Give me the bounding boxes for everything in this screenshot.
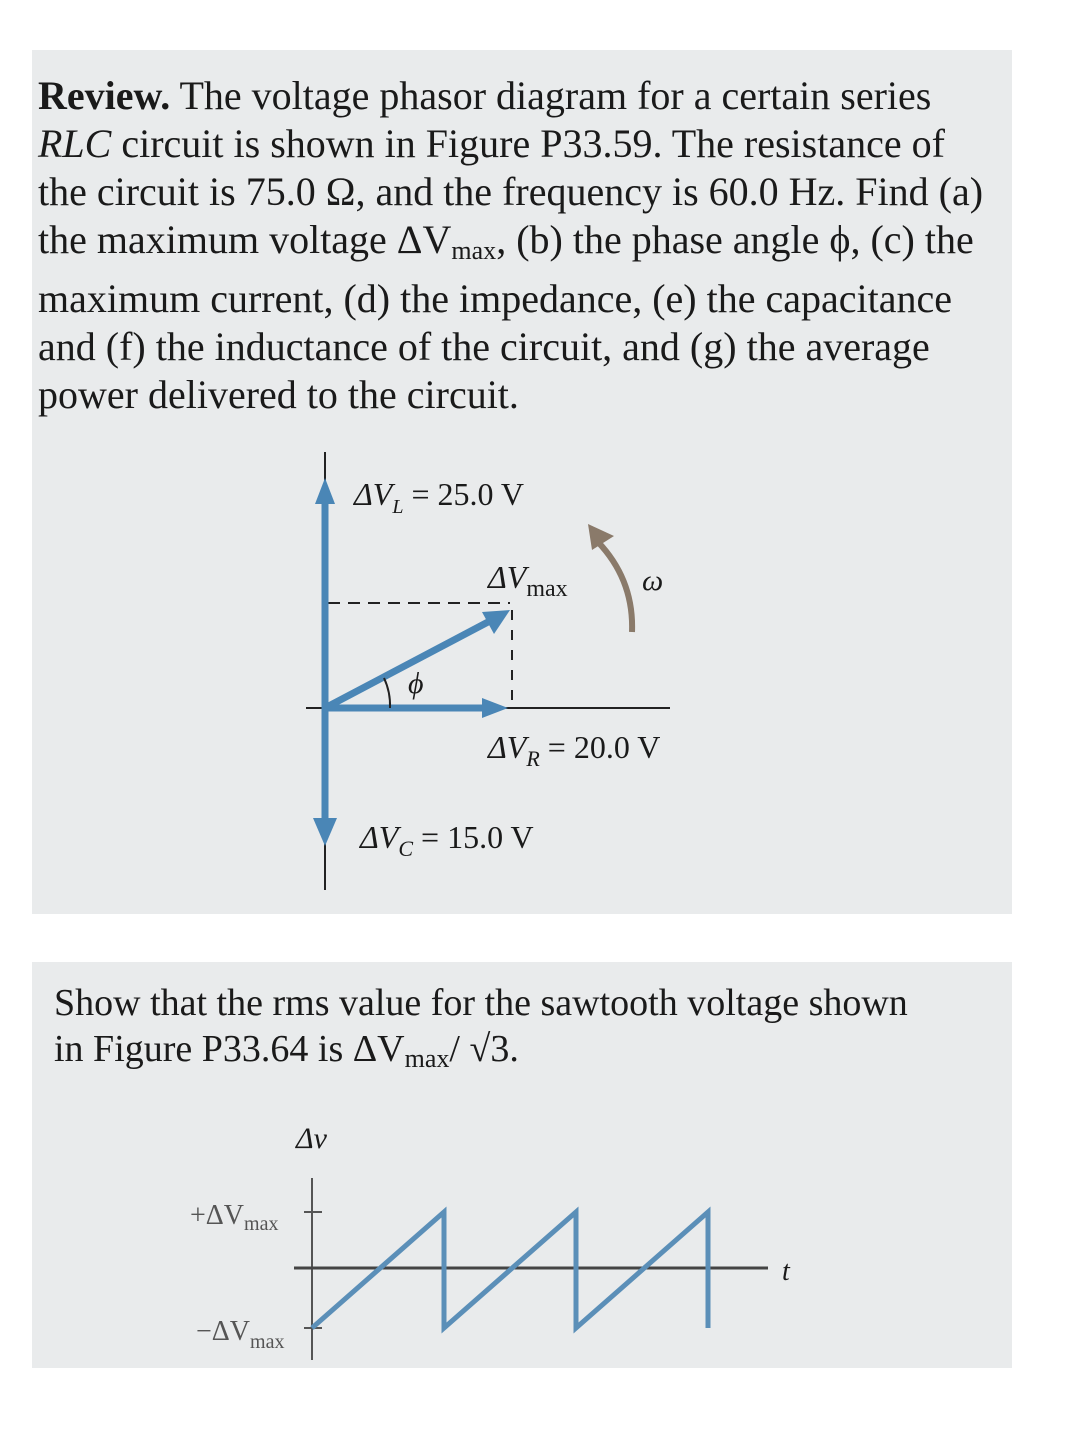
vmax-label: $\Delta V_{max}$ [488, 559, 568, 602]
problem2-line1: Show that the rms value for the sawtooth voltage shown [54, 982, 908, 1024]
vl-arrowhead [315, 478, 335, 504]
problem2-line2: in Figure P33.64 is ΔV [54, 1028, 405, 1070]
vl-label: $\Delta V_L = 25.0$ V [354, 476, 525, 518]
vr-arrowhead [482, 698, 508, 718]
phi-label: ϕ [408, 667, 424, 700]
sawtooth-waveform [312, 1212, 708, 1328]
problem-33-64-panel [32, 962, 1012, 1368]
vmax-phasor-arrow [325, 622, 488, 708]
problem-33-59-panel [32, 50, 1012, 914]
sawtooth-graph [32, 962, 1012, 1368]
delta-v-axis-label: Δv [296, 1122, 327, 1155]
review-label: Review. [38, 73, 171, 118]
omega-rotation-arrow [598, 542, 632, 632]
rlc-term: RLC [38, 121, 112, 166]
vmax-subscript: max [451, 236, 497, 265]
vr-label: $\Delta V_R = 20.0$ V [488, 729, 661, 771]
t-axis-label: t [782, 1256, 790, 1287]
problem-text-rest: , (b) the phase angle ϕ, (c) the maximum current, (d) the impedance, (e) the capacitance and (f) the inductance of the circuit, and (g) the average power delivered to the circuit. [38, 217, 974, 417]
plus-vmax-label: $+\Delta V_{max}$ [190, 1200, 279, 1235]
vc-label: $\Delta V_C = 15.0$ V [360, 819, 534, 861]
minus-vmax-label: $-\Delta V_{max}$ [196, 1316, 285, 1353]
phi-angle-arc [384, 678, 390, 708]
vc-arrowhead [313, 818, 337, 846]
omega-label: ω [642, 564, 664, 597]
problem2-line2-end: / √3. [449, 1028, 519, 1070]
problem-text-main: circuit is shown in Figure P33.59. The resistance of the circuit is 75.0 Ω, and the frequency is 60.0 Hz. Find (a) the maximum voltage ΔV [38, 121, 984, 262]
problem2-max-subscript: max [404, 1044, 450, 1073]
phasor-diagram [32, 50, 1012, 914]
problem-text-part: The voltage phasor diagram for a certain series [170, 73, 932, 118]
